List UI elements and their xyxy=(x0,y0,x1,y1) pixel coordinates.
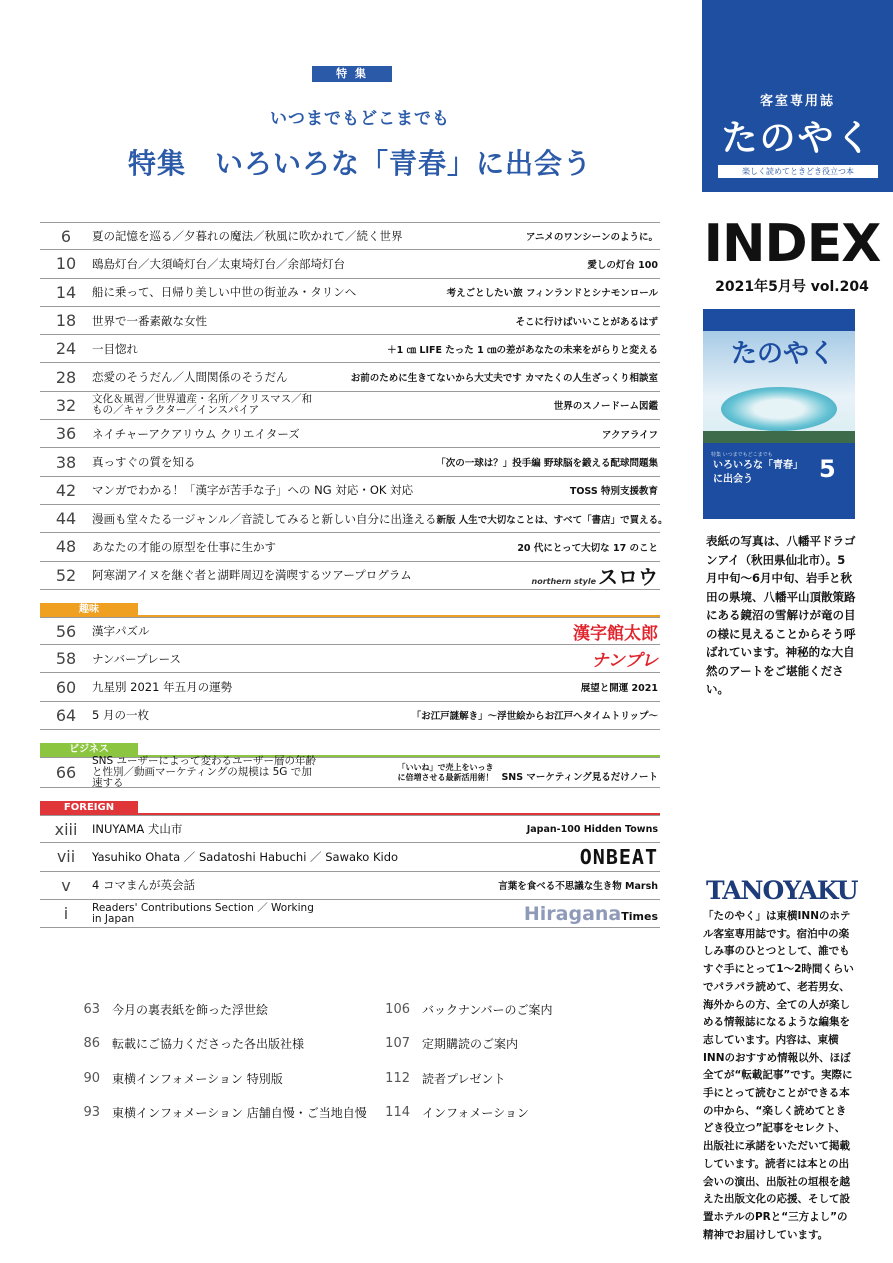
article-title: ネイチャーアクアリウム クリエイターズ xyxy=(92,426,300,441)
page-number: 58 xyxy=(55,649,77,669)
source-title: そこに行けばいいことがあるはず xyxy=(515,316,658,328)
toc-row[interactable] xyxy=(40,279,660,307)
misc-item[interactable] xyxy=(370,1096,553,1131)
misc-item[interactable] xyxy=(370,992,553,1027)
page-number: 48 xyxy=(55,537,77,557)
misc-item[interactable] xyxy=(370,1061,553,1096)
toc-row[interactable] xyxy=(40,562,660,590)
source-title: アニメのワンシーンのように。 xyxy=(525,232,658,244)
page-number: 66 xyxy=(55,763,77,783)
toc-row[interactable] xyxy=(40,250,660,278)
source-publication xyxy=(554,398,660,412)
source-publication xyxy=(587,257,660,271)
toc-row[interactable] xyxy=(40,843,660,871)
section-bar-hobby xyxy=(40,604,660,617)
page-number: 6 xyxy=(60,226,72,246)
article-title: INUYAMA 犬山市 xyxy=(92,822,183,837)
toc-row[interactable] xyxy=(40,872,660,900)
article-title: マンガでわかる！「漢字が苦手な子」への NG 対応・OK 対応 xyxy=(92,483,414,498)
toc-row[interactable] xyxy=(40,617,660,645)
source-title: SNS マーケティング見るだけノート xyxy=(501,771,658,783)
source-title: ＋1 ㎝ LIFE たった 1 ㎝の差があなたの未来をがらりと変える xyxy=(387,344,658,356)
source-publication xyxy=(517,540,660,554)
hobby-section xyxy=(40,617,660,730)
article-title: 船に乗って、日帰り美しい中世の街並み・タリンへ xyxy=(92,285,357,300)
page-number: v xyxy=(61,875,71,895)
toc-row[interactable] xyxy=(40,505,668,533)
source-lead: 「いいね」で売上をいっきに倍増させる最新活用術！ xyxy=(397,762,494,782)
item-title: 今月の裏表紙を飾った浮世絵 xyxy=(112,1002,269,1017)
source-title: 20 代にとって大切な 17 のこと xyxy=(517,542,658,554)
item-title: 読者プレゼント xyxy=(422,1071,506,1086)
item-title: バックナンバーのご案内 xyxy=(422,1002,553,1017)
item-title: 東横インフォメーション 特別版 xyxy=(112,1071,283,1086)
source-title: 愛しの灯台 100 xyxy=(587,259,658,271)
toc-row[interactable] xyxy=(40,222,660,250)
cover-forest xyxy=(703,431,855,443)
article-title: 阿寒湖アイヌを継ぐ者と湖畔周辺を満喫するツアープログラム xyxy=(92,568,412,583)
source-title: 考えごとしたい旅 フィンランドとシナモンロール xyxy=(446,288,658,300)
source-title: ONBEAT xyxy=(579,844,658,869)
toc-row[interactable] xyxy=(40,363,660,391)
misc-list-right xyxy=(370,992,553,1130)
toc-row[interactable] xyxy=(40,673,660,701)
source-title: 展望と開運 2021 xyxy=(580,683,658,695)
section-label-hobby: 趣味 xyxy=(40,603,138,616)
article-title: 鴎島灯台／大須崎灯台／太東埼灯台／余部埼灯台 xyxy=(92,256,345,271)
logo-tagline: 楽しく読めてときどき役立つ本 xyxy=(718,165,878,178)
cover-logo: たのやく xyxy=(731,339,836,369)
source-publication xyxy=(602,427,660,441)
source-title: 漢字館太郎 xyxy=(573,623,658,644)
source-title: 「次の一球は？」投手編 野球脳を鍛える配球問題集 xyxy=(436,458,658,470)
source-publication xyxy=(387,342,660,356)
toc-row[interactable] xyxy=(40,477,660,505)
source-publication xyxy=(351,370,660,384)
source-publication xyxy=(526,229,660,243)
article-title: ナンバープレース xyxy=(92,651,182,666)
article-title: 夏の記憶を巡る／夕暮れの魔法／秋風に吹かれて／続く世界 xyxy=(92,229,403,244)
misc-item[interactable] xyxy=(60,1061,367,1096)
toc-row[interactable] xyxy=(40,335,660,363)
article-title: 漢字パズル xyxy=(92,624,150,638)
source-publication xyxy=(573,619,660,644)
toc-row[interactable] xyxy=(40,448,660,476)
feature-section xyxy=(40,222,668,590)
page-number: 14 xyxy=(55,282,77,302)
feature-title: 特集 いろいろな「青春」に出会う xyxy=(127,147,592,180)
page-number: 56 xyxy=(55,621,77,641)
misc-item[interactable] xyxy=(370,1027,553,1062)
page-number: 107 xyxy=(385,1036,410,1052)
index-heading: INDEX xyxy=(703,214,881,274)
item-title: 転載にご協力くださった各出版社様 xyxy=(112,1037,305,1052)
page-number: 63 xyxy=(83,1001,100,1017)
toc-row[interactable] xyxy=(40,533,660,561)
page-number: 86 xyxy=(83,1036,100,1052)
source-publication xyxy=(581,680,660,694)
source-title: 「お江戸謎解き」〜浮世絵からお江戸へタイムトリップ〜 xyxy=(411,711,658,723)
article-title: Yasuhiko Ohata ／ Sadatoshi Habuchi ／ Sawako Kido xyxy=(92,849,399,864)
article-title: 世界で一番素敵な女性 xyxy=(92,313,207,328)
cover-title-line1: いろいろな「青春」 xyxy=(713,460,803,471)
toc-table xyxy=(40,222,668,928)
feature-subtitle: いつまでもどこまでも xyxy=(270,109,450,129)
logo-name: たのやく xyxy=(721,117,874,159)
article-title: 漫画も堂々たる一ジャンル／音読してみると新しい自分に出逢える xyxy=(92,511,437,526)
source-title: TOSS 特別支援教育 xyxy=(569,486,658,498)
source-title: ナンプレ xyxy=(591,651,658,672)
misc-item[interactable] xyxy=(60,1027,367,1062)
about-text: 「たのやく」は東横INNのホテル客室専用誌です。宿泊中の楽しみ事のひとつとして、誰でもすぐ手にとって1〜2時間くらいでパラパラ読めて、老若男女、海外からの方、全ての人が楽しめる情報誌になるような編集を志しています。内容は、東横INNのおすすめ情報以外、ほぼ全てが“転載記事”です。実際に手にとって読むことができる本の中から、“楽しく読めてときどき役立つ”記事をセレクト、出版社に承諾をいただいて掲載しています。読者には本との出会いの演出、出版社の垣根を越えた出版文化の応援、そして設置ホテルのPRと“三方よし”の精神でお届けしています。 xyxy=(703,910,854,1241)
page-number: 112 xyxy=(385,1070,410,1086)
page-number: vii xyxy=(56,847,76,867)
page-number: xiii xyxy=(54,819,78,839)
cover-lake xyxy=(721,387,837,431)
source-publication xyxy=(412,708,660,722)
toc-row[interactable] xyxy=(40,645,660,673)
cover-title-line2: に出会う xyxy=(713,474,753,485)
source-publication xyxy=(580,845,660,869)
page-number: 64 xyxy=(55,705,77,725)
source-publication xyxy=(447,285,660,299)
page-number: 52 xyxy=(55,565,77,585)
article-title: あなたの才能の原型を仕事に生かす xyxy=(92,539,276,554)
article-title: 真っすぐの質を知る xyxy=(92,455,196,470)
source-publication xyxy=(498,878,660,892)
article-title: 文化＆風習／世界遺産・名所／クリスマス／和もの／キャラクター／インスパイア xyxy=(92,393,313,417)
page-number: 32 xyxy=(55,395,77,415)
source-publication xyxy=(515,314,660,328)
section-label-foreign: FOREIGN xyxy=(40,801,138,814)
source-publication xyxy=(532,561,660,590)
source-title: Japan-100 Hidden Towns xyxy=(526,823,658,835)
source-publication xyxy=(436,512,669,526)
page-number: 90 xyxy=(83,1070,100,1086)
source-publication xyxy=(524,903,660,925)
page-number: 18 xyxy=(55,311,77,331)
cover-title xyxy=(713,459,803,487)
page-number: 42 xyxy=(55,480,77,500)
article-title: 恋愛のそうだん／人間関係のそうだん xyxy=(92,370,288,385)
page-number: 44 xyxy=(55,509,77,529)
page-number: 60 xyxy=(55,677,77,697)
source-publication xyxy=(592,646,660,671)
toc-row[interactable] xyxy=(40,702,660,730)
misc-item[interactable] xyxy=(60,1096,367,1131)
section-label-business: ビジネス xyxy=(40,743,138,756)
section-bar-foreign xyxy=(40,802,660,815)
issue-label: 2021年5月号 vol.204 xyxy=(715,279,869,295)
misc-item[interactable] xyxy=(60,992,367,1027)
article-title: SNS ユーザーによって変わるユーザー層の年齢と性別／動画マーケティングの規模は 5G で加速する xyxy=(92,755,317,790)
about-brand: TANOYAKU xyxy=(706,876,858,905)
item-title: 定期購読のご案内 xyxy=(422,1037,519,1052)
toc-row[interactable] xyxy=(40,392,660,420)
source-publication xyxy=(570,483,660,497)
logo-kicker: 客室専用誌 xyxy=(759,94,835,109)
source-title: 新版 人生で大切なことは、すべて「書店」で買える。 xyxy=(436,514,668,526)
cover-caption: 表紙の写真は、八幡平ドラゴンアイ（秋田県仙北市）。5月中旬〜6月中旬、岩手と秋田の県境、八幡平山頂散策路にある鏡沼の雪解けが竜の目の様に見えることからそう呼ばれています。神秘的な大自然のアートをご堪能ください。 xyxy=(706,534,856,696)
source-publication xyxy=(527,824,660,835)
source-brand-small: Times xyxy=(621,909,658,923)
article-title: 九星別 2021 年五月の運勢 xyxy=(92,680,233,695)
feature-tag: 特 集 xyxy=(312,66,392,82)
source-title: スロウ xyxy=(598,564,658,589)
page-number: 24 xyxy=(55,339,77,359)
business-section xyxy=(40,757,660,788)
item-title: インフォメーション xyxy=(422,1106,529,1121)
source-publication xyxy=(436,455,660,469)
toc-row[interactable] xyxy=(40,307,660,335)
page-number: 93 xyxy=(83,1105,100,1121)
source-publication xyxy=(393,763,660,783)
source-title: アクアライフ xyxy=(601,429,658,441)
article-title: Readers' Contributions Section ／ Working in Japan xyxy=(92,901,314,925)
toc-row[interactable] xyxy=(40,900,660,928)
cover-note: 特集 いつまでもどこまでも xyxy=(711,452,773,458)
article-title: 一目惚れ xyxy=(92,341,138,356)
item-title: 東横インフォメーション 店舗自慢・ご当地自慢 xyxy=(112,1106,367,1121)
cover-number: 5 xyxy=(819,455,836,483)
article-title: 5 月の一枚 xyxy=(92,708,149,723)
foreign-section xyxy=(40,815,660,928)
source-title: お前のために生きてないから大丈夫です カマたくの人生ざっくり相談室 xyxy=(350,373,658,385)
article-title: 4 コマまんが英会話 xyxy=(92,878,195,893)
magazine-logo xyxy=(702,0,893,192)
source-brand-small: northern style xyxy=(531,576,596,586)
misc-list-left xyxy=(60,992,367,1130)
page-number: 106 xyxy=(385,1001,410,1017)
source-title: 世界のスノードーム図鑑 xyxy=(553,401,658,413)
page-number: i xyxy=(63,904,69,924)
page-number: 28 xyxy=(55,367,77,387)
toc-row[interactable] xyxy=(40,815,660,843)
cover-thumbnail xyxy=(703,309,855,519)
page-number: 114 xyxy=(385,1105,410,1121)
page-number: 10 xyxy=(55,254,77,274)
toc-row[interactable] xyxy=(40,420,660,448)
source-title: 言葉を食べる不思議な生き物 Marsh xyxy=(498,881,658,893)
source-title: Hiragana xyxy=(523,902,622,925)
page-number: 36 xyxy=(55,424,77,444)
toc-row[interactable] xyxy=(40,757,660,788)
page-number: 38 xyxy=(55,452,77,472)
